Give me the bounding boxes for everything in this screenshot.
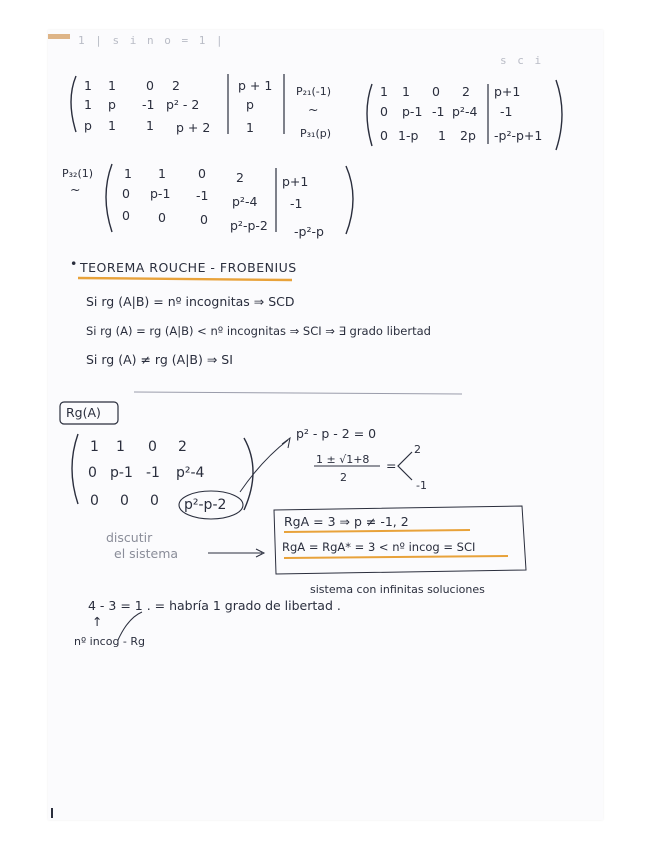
matrix3-r1c2: 1 xyxy=(158,166,166,181)
matrix2-left-paren xyxy=(367,84,372,146)
matrix4-r1c3: 0 xyxy=(148,439,157,455)
footer-calc: 4 - 3 = 1 . = habría 1 grado de libertad . xyxy=(88,598,341,613)
matrix4-r2c4: p²-4 xyxy=(176,465,205,481)
theorem-bullet: • xyxy=(70,256,78,271)
op1-line1: P₂₁(-1) xyxy=(296,85,332,98)
bleed-through-text-right: s c i xyxy=(500,54,544,67)
matrix3-r3c3: 0 xyxy=(200,212,208,227)
matrix4-r2c1: 0 xyxy=(88,465,97,481)
matrix2-right-paren xyxy=(556,80,562,150)
matrix3-r1c3: 0 xyxy=(198,166,206,181)
roots-brace xyxy=(398,452,412,480)
matrix3-r2c5: -1 xyxy=(290,196,303,211)
matrix2-r1c3: 0 xyxy=(432,84,440,99)
matrix4-left-paren xyxy=(72,434,78,504)
matrix2-r1c5: p+1 xyxy=(494,84,521,99)
rg-label: Rg(A) xyxy=(66,405,101,420)
quadratic-formula-denominator: 2 xyxy=(340,471,347,484)
matrix4-r1c4: 2 xyxy=(178,439,187,455)
matrix3-r3c2: 0 xyxy=(158,210,166,225)
quadratic-root-1: 2 xyxy=(414,443,421,456)
theorem-line-1: Si rg (A|B) = nº incognitas ⇒ SCD xyxy=(86,294,295,309)
footer-sub: nº incog - Rg xyxy=(74,635,146,648)
matrix3-r1c5: p+1 xyxy=(282,174,309,189)
quadratic-formula-numerator: 1 ± √1+8 xyxy=(316,453,370,466)
matrix1-r1c1: 1 xyxy=(84,78,92,93)
matrix1-r2c5: p xyxy=(246,97,254,112)
matrix3-r3c4: p²-p-2 xyxy=(230,218,268,233)
matrix4-r3c1: 0 xyxy=(90,493,99,509)
matrix1-r2c2: p xyxy=(108,97,116,112)
matrix2-r2c4: p²-4 xyxy=(452,104,478,119)
matrix1-r3c5: 1 xyxy=(246,120,254,135)
matrix1-r1c2: 1 xyxy=(108,78,116,93)
matrix3-r1c1: 1 xyxy=(124,166,132,181)
matrix4-right-paren xyxy=(244,438,253,510)
matrix2-r3c2: 1-p xyxy=(398,128,419,143)
matrix2-r1c4: 2 xyxy=(462,84,470,99)
bleed-through-text-top: 1 | s i n o = 1 | xyxy=(78,34,225,47)
matrix1-r1c3: 0 xyxy=(146,78,154,93)
matrix4-r1c2: 1 xyxy=(116,439,125,455)
matrix4-r2c3: -1 xyxy=(146,465,160,481)
op2-line1: P₃₂(1) xyxy=(62,167,94,180)
matrix3-r2c1: 0 xyxy=(122,186,130,201)
matrix1-r1c4: 2 xyxy=(172,78,180,93)
matrix2-r3c3: 1 xyxy=(438,128,446,143)
matrix1-r2c4: p² - 2 xyxy=(166,97,200,112)
matrix1-r3c3: 1 xyxy=(146,118,154,133)
matrix4-r3c4: p²-p-2 xyxy=(184,497,227,513)
matrix1-r3c2: 1 xyxy=(108,118,116,133)
theorem-title: TEOREMA ROUCHE - FROBENIUS xyxy=(80,260,297,275)
op1-line2: ~ xyxy=(308,102,319,117)
result-underline-2 xyxy=(284,556,508,558)
matrix2-r2c2: p-1 xyxy=(402,104,423,119)
matrix3-r2c4: p²-4 xyxy=(232,194,258,209)
matrix3-r3c5: -p²-p xyxy=(294,224,324,239)
theorem-line-3: Si rg (A) ≠ rg (A|B) ⇒ SI xyxy=(86,352,233,367)
matrix1-r1c5: p + 1 xyxy=(238,78,273,93)
matrix1-r3c1: p xyxy=(84,118,92,133)
matrix2-r3c5: -p²-p+1 xyxy=(494,128,543,143)
section-separator xyxy=(134,392,462,394)
op2-line2: ~ xyxy=(70,182,81,197)
matrix3-r2c2: p-1 xyxy=(150,186,171,201)
matrix3-r2c3: -1 xyxy=(196,188,209,203)
quadratic-equation: p² - p - 2 = 0 xyxy=(296,426,377,441)
arrow-to-quadratic xyxy=(240,440,288,492)
matrix4-r1c1: 1 xyxy=(90,439,99,455)
footer-up-arrow: ↑ xyxy=(92,614,103,629)
matrix2-r2c3: -1 xyxy=(432,104,445,119)
result-line-2: RgA = RgA* = 3 < nº incog = SCI xyxy=(282,540,476,554)
footer-note: sistema con infinitas soluciones xyxy=(310,583,485,596)
matrix3-right-paren xyxy=(346,166,353,234)
matrix4-r2c2: p-1 xyxy=(110,465,133,481)
op1-line3: P₃₁(p) xyxy=(300,127,332,140)
matrix4-r3c2: 0 xyxy=(120,493,129,509)
result-underline-1 xyxy=(284,530,470,532)
result-line-1: RgA = 3 ⇒ p ≠ -1, 2 xyxy=(284,514,409,529)
theorem-underline xyxy=(78,278,292,280)
matrix3-left-paren xyxy=(106,164,112,232)
matrix2-r1c2: 1 xyxy=(402,84,410,99)
matrix1-r2c3: -1 xyxy=(142,97,155,112)
matrix3-r3c1: 0 xyxy=(122,208,130,223)
matrix2-r2c5: -1 xyxy=(500,104,513,119)
matrix1-r2c1: 1 xyxy=(84,97,92,112)
quadratic-root-2: -1 xyxy=(416,479,427,492)
matrix2-r1c1: 1 xyxy=(380,84,388,99)
matrix1-left-paren xyxy=(71,76,76,132)
discuss-line-1: discutir xyxy=(106,530,153,545)
theorem-line-2: Si rg (A) = rg (A|B) < nº incognitas ⇒ SCI ⇒ ∃ grado libertad xyxy=(86,324,431,338)
quadratic-equals: = xyxy=(386,458,397,473)
matrix1-r3c4: p + 2 xyxy=(176,120,211,135)
matrix2-r3c4: 2p xyxy=(460,128,476,143)
matrix4-r3c3: 0 xyxy=(150,493,159,509)
matrix2-r2c1: 0 xyxy=(380,104,388,119)
matrix2-r3c1: 0 xyxy=(380,128,388,143)
discuss-line-2: el sistema xyxy=(114,546,179,561)
matrix3-r1c4: 2 xyxy=(236,170,244,185)
